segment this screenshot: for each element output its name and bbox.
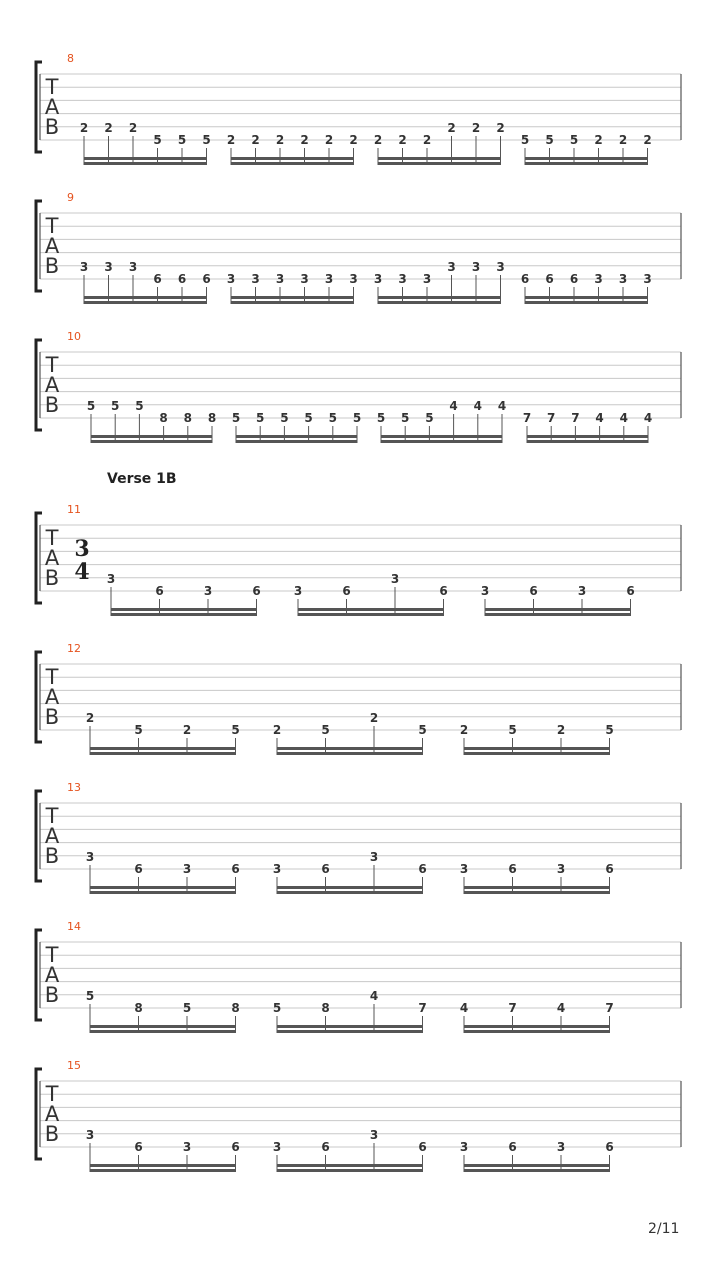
tab-clef-letter: T — [45, 665, 59, 689]
tab-clef-letter: B — [44, 393, 60, 417]
fret-number: 5 — [352, 411, 362, 425]
measure-number: 8 — [67, 52, 74, 65]
fret-number: 7 — [508, 1001, 517, 1015]
fret-number: 6 — [605, 1140, 614, 1154]
beam — [90, 747, 237, 750]
fret-number: 7 — [605, 1001, 614, 1015]
fret-number: 3 — [226, 272, 236, 286]
fret-number: 6 — [605, 862, 614, 876]
beam — [277, 886, 424, 889]
fret-number: 3 — [272, 862, 282, 876]
fret-number: 8 — [207, 411, 217, 425]
fret-number: 2 — [272, 723, 282, 737]
fret-number: 5 — [111, 399, 120, 413]
fret-number: 6 — [202, 272, 211, 286]
tab-clef-letter: T — [45, 943, 59, 967]
section-label: Verse 1B — [107, 471, 177, 487]
fret-number: 5 — [86, 399, 96, 413]
beam — [91, 440, 213, 443]
fret-number: 7 — [571, 411, 580, 425]
system-bracket — [36, 513, 42, 603]
tab-clef-letter: A — [44, 963, 60, 987]
fret-number: 6 — [529, 584, 538, 598]
tab-clef-letter: B — [44, 983, 60, 1007]
tab-clef-letter: B — [44, 844, 60, 868]
fret-number: 8 — [183, 411, 192, 425]
beam — [381, 435, 503, 438]
tab-system — [36, 1059, 681, 1172]
page-number: 2/11 — [648, 1221, 680, 1237]
fret-number: 3 — [398, 272, 407, 286]
beam — [277, 1030, 424, 1033]
fret-number: 2 — [643, 133, 652, 147]
fret-number: 5 — [272, 1001, 282, 1015]
fret-number: 5 — [202, 133, 211, 147]
fret-number: 5 — [545, 133, 554, 147]
fret-number: 3 — [369, 1128, 379, 1142]
beam — [381, 440, 503, 443]
fret-number: 2 — [349, 133, 358, 147]
fret-number: 5 — [153, 133, 162, 147]
fret-number: 5 — [134, 723, 143, 737]
beam — [277, 891, 424, 894]
beam — [464, 1169, 611, 1172]
beam — [464, 1030, 611, 1033]
fret-number: 5 — [605, 723, 614, 737]
system-bracket — [36, 652, 42, 742]
fret-number: 2 — [471, 121, 481, 135]
fret-number: 6 — [342, 584, 351, 598]
fret-number: 3 — [272, 1140, 282, 1154]
measure-number: 10 — [67, 330, 81, 343]
fret-number: 3 — [373, 272, 383, 286]
fret-number: 2 — [398, 133, 407, 147]
beam — [485, 613, 632, 616]
fret-number: 3 — [471, 260, 481, 274]
tab-clef-letter: T — [45, 1082, 59, 1106]
fret-number: 5 — [135, 399, 144, 413]
fret-number: 4 — [556, 1001, 566, 1015]
fret-number: 2 — [369, 711, 379, 725]
fret-number: 2 — [373, 133, 383, 147]
fret-number: 6 — [508, 1140, 517, 1154]
fret-number: 3 — [459, 862, 469, 876]
fret-number: 3 — [251, 272, 260, 286]
beam — [464, 747, 611, 750]
fret-number: 4 — [473, 399, 482, 413]
system-bracket — [36, 791, 42, 881]
fret-number: 3 — [104, 260, 113, 274]
fret-number: 3 — [275, 272, 285, 286]
fret-number: 5 — [376, 411, 386, 425]
system-bracket — [36, 340, 42, 430]
fret-number: 2 — [594, 133, 603, 147]
fret-number: 5 — [508, 723, 517, 737]
fret-number: 6 — [252, 584, 261, 598]
tab-clef-letter: T — [45, 75, 59, 99]
fret-number: 4 — [459, 1001, 469, 1015]
fret-number: 6 — [418, 862, 427, 876]
beam — [378, 162, 502, 165]
fret-number: 6 — [520, 272, 530, 286]
fret-number: 4 — [497, 399, 507, 413]
fret-number: 3 — [594, 272, 603, 286]
beam — [231, 296, 355, 299]
beam — [525, 162, 649, 165]
system-bracket — [36, 1069, 42, 1159]
beam — [111, 608, 258, 611]
beam — [91, 435, 213, 438]
fret-number: 3 — [480, 584, 490, 598]
beam — [464, 1164, 611, 1167]
beam — [464, 891, 611, 894]
beam — [464, 752, 611, 755]
beam — [525, 296, 649, 299]
tab-clef-letter: T — [45, 214, 59, 238]
tab-clef-letter: A — [44, 685, 60, 709]
tab-clef-letter: B — [44, 566, 60, 590]
beam — [231, 157, 355, 160]
time-signature-digit: 3 — [74, 536, 90, 562]
fret-number: 5 — [177, 133, 187, 147]
beam — [231, 301, 355, 304]
fret-number: 5 — [328, 411, 337, 425]
tab-system — [36, 920, 681, 1033]
tab-clef-letter: A — [44, 1102, 60, 1126]
fret-number: 6 — [231, 1140, 240, 1154]
tab-system — [36, 503, 681, 616]
fret-number: 6 — [439, 584, 448, 598]
fret-number: 3 — [496, 260, 505, 274]
beam — [525, 157, 649, 160]
system-bracket — [36, 62, 42, 152]
fret-number: 3 — [618, 272, 628, 286]
fret-number: 2 — [422, 133, 432, 147]
fret-number: 3 — [79, 260, 89, 274]
fret-number: 3 — [128, 260, 138, 274]
beam — [378, 296, 502, 299]
tab-system — [36, 330, 681, 443]
beam — [378, 157, 502, 160]
tab-clef-letter: A — [44, 546, 60, 570]
measure-number: 15 — [67, 1059, 81, 1072]
beam — [90, 1025, 237, 1028]
fret-number: 3 — [324, 272, 334, 286]
beam — [525, 301, 649, 304]
fret-number: 6 — [626, 584, 635, 598]
fret-number: 4 — [619, 411, 628, 425]
fret-number: 5 — [231, 723, 240, 737]
fret-number: 3 — [556, 862, 566, 876]
fret-number: 2 — [79, 121, 89, 135]
fret-number: 5 — [182, 1001, 192, 1015]
fret-number: 3 — [182, 1140, 192, 1154]
fret-number: 5 — [425, 411, 434, 425]
beam — [527, 435, 649, 438]
beam — [90, 1169, 237, 1172]
fret-number: 8 — [321, 1001, 330, 1015]
fret-number: 4 — [643, 411, 653, 425]
fret-number: 2 — [128, 121, 138, 135]
beam — [231, 162, 355, 165]
beam — [90, 1164, 237, 1167]
tab-system — [36, 642, 681, 755]
fret-number: 3 — [85, 850, 95, 864]
fret-number: 2 — [324, 133, 334, 147]
beam — [277, 752, 424, 755]
beam — [298, 608, 445, 611]
fret-number: 5 — [231, 411, 241, 425]
beam — [84, 162, 208, 165]
fret-number: 4 — [595, 411, 604, 425]
beam — [277, 1169, 424, 1172]
tab-clef-letter: B — [44, 1122, 60, 1146]
fret-number: 3 — [293, 584, 303, 598]
fret-number: 2 — [447, 121, 456, 135]
beam — [84, 157, 208, 160]
fret-number: 4 — [369, 989, 379, 1003]
fret-number: 3 — [369, 850, 379, 864]
fret-number: 6 — [155, 584, 164, 598]
system-bracket — [36, 930, 42, 1020]
measure-number: 14 — [67, 920, 81, 933]
fret-number: 5 — [321, 723, 330, 737]
fret-number: 2 — [251, 133, 260, 147]
fret-number: 2 — [556, 723, 566, 737]
tab-clef-letter: T — [45, 526, 59, 550]
fret-number: 3 — [577, 584, 587, 598]
fret-number: 3 — [390, 572, 400, 586]
fret-number: 7 — [418, 1001, 427, 1015]
measure-number: 13 — [67, 781, 81, 794]
fret-number: 2 — [226, 133, 236, 147]
fret-number: 2 — [85, 711, 95, 725]
fret-number: 5 — [280, 411, 289, 425]
tab-clef-letter: B — [44, 705, 60, 729]
beam — [84, 296, 208, 299]
fret-number: 5 — [418, 723, 427, 737]
fret-number: 6 — [134, 862, 143, 876]
beam — [298, 613, 445, 616]
fret-number: 2 — [182, 723, 192, 737]
beam — [90, 886, 237, 889]
fret-number: 5 — [520, 133, 530, 147]
fret-number: 8 — [231, 1001, 240, 1015]
tab-clef-letter: T — [45, 804, 59, 828]
fret-number: 5 — [85, 989, 95, 1003]
tab-clef-letter: T — [45, 353, 59, 377]
beam — [277, 747, 424, 750]
fret-number: 2 — [618, 133, 628, 147]
beam — [84, 301, 208, 304]
beam — [90, 1030, 237, 1033]
fret-number: 2 — [275, 133, 285, 147]
system-bracket — [36, 201, 42, 291]
fret-number: 3 — [556, 1140, 566, 1154]
tab-clef-letter: A — [44, 95, 60, 119]
fret-number: 8 — [134, 1001, 143, 1015]
beam — [236, 440, 358, 443]
fret-number: 8 — [159, 411, 168, 425]
fret-number: 6 — [177, 272, 187, 286]
fret-number: 6 — [321, 862, 330, 876]
fret-number: 6 — [153, 272, 162, 286]
beam — [464, 886, 611, 889]
beam — [527, 440, 649, 443]
fret-number: 2 — [300, 133, 309, 147]
fret-number: 6 — [545, 272, 554, 286]
tab-system — [36, 191, 681, 304]
beam — [111, 613, 258, 616]
measure-number: 11 — [67, 503, 81, 516]
fret-number: 6 — [134, 1140, 143, 1154]
tab-system — [36, 52, 681, 165]
beam — [90, 752, 237, 755]
fret-number: 2 — [459, 723, 469, 737]
fret-number: 3 — [643, 272, 652, 286]
fret-number: 5 — [401, 411, 410, 425]
fret-number: 2 — [104, 121, 113, 135]
fret-number: 7 — [522, 411, 532, 425]
time-signature-digit: 4 — [74, 559, 90, 585]
fret-number: 3 — [422, 272, 432, 286]
fret-number: 2 — [496, 121, 505, 135]
fret-number: 3 — [300, 272, 309, 286]
fret-number: 7 — [547, 411, 556, 425]
tab-clef-letter: B — [44, 115, 60, 139]
fret-number: 3 — [203, 584, 213, 598]
fret-number: 6 — [508, 862, 517, 876]
fret-number: 6 — [569, 272, 579, 286]
tab-clef-letter: A — [44, 373, 60, 397]
fret-number: 6 — [231, 862, 240, 876]
fret-number: 5 — [304, 411, 313, 425]
beam — [236, 435, 358, 438]
fret-number: 6 — [321, 1140, 330, 1154]
fret-number: 6 — [418, 1140, 427, 1154]
beam — [277, 1025, 424, 1028]
tab-clef-letter: A — [44, 234, 60, 258]
fret-number: 3 — [447, 260, 456, 274]
fret-number: 5 — [256, 411, 265, 425]
beam — [90, 891, 237, 894]
fret-number: 3 — [349, 272, 358, 286]
beam — [485, 608, 632, 611]
fret-number: 3 — [459, 1140, 469, 1154]
fret-number: 5 — [569, 133, 579, 147]
measure-number: 12 — [67, 642, 81, 655]
fret-number: 4 — [449, 399, 458, 413]
beam — [464, 1025, 611, 1028]
beam — [277, 1164, 424, 1167]
fret-number: 3 — [85, 1128, 95, 1142]
beam — [378, 301, 502, 304]
measure-number: 9 — [67, 191, 74, 204]
tab-clef-letter: B — [44, 254, 60, 278]
tab-system — [36, 781, 681, 894]
fret-number: 3 — [106, 572, 116, 586]
fret-number: 3 — [182, 862, 192, 876]
tab-clef-letter: A — [44, 824, 60, 848]
